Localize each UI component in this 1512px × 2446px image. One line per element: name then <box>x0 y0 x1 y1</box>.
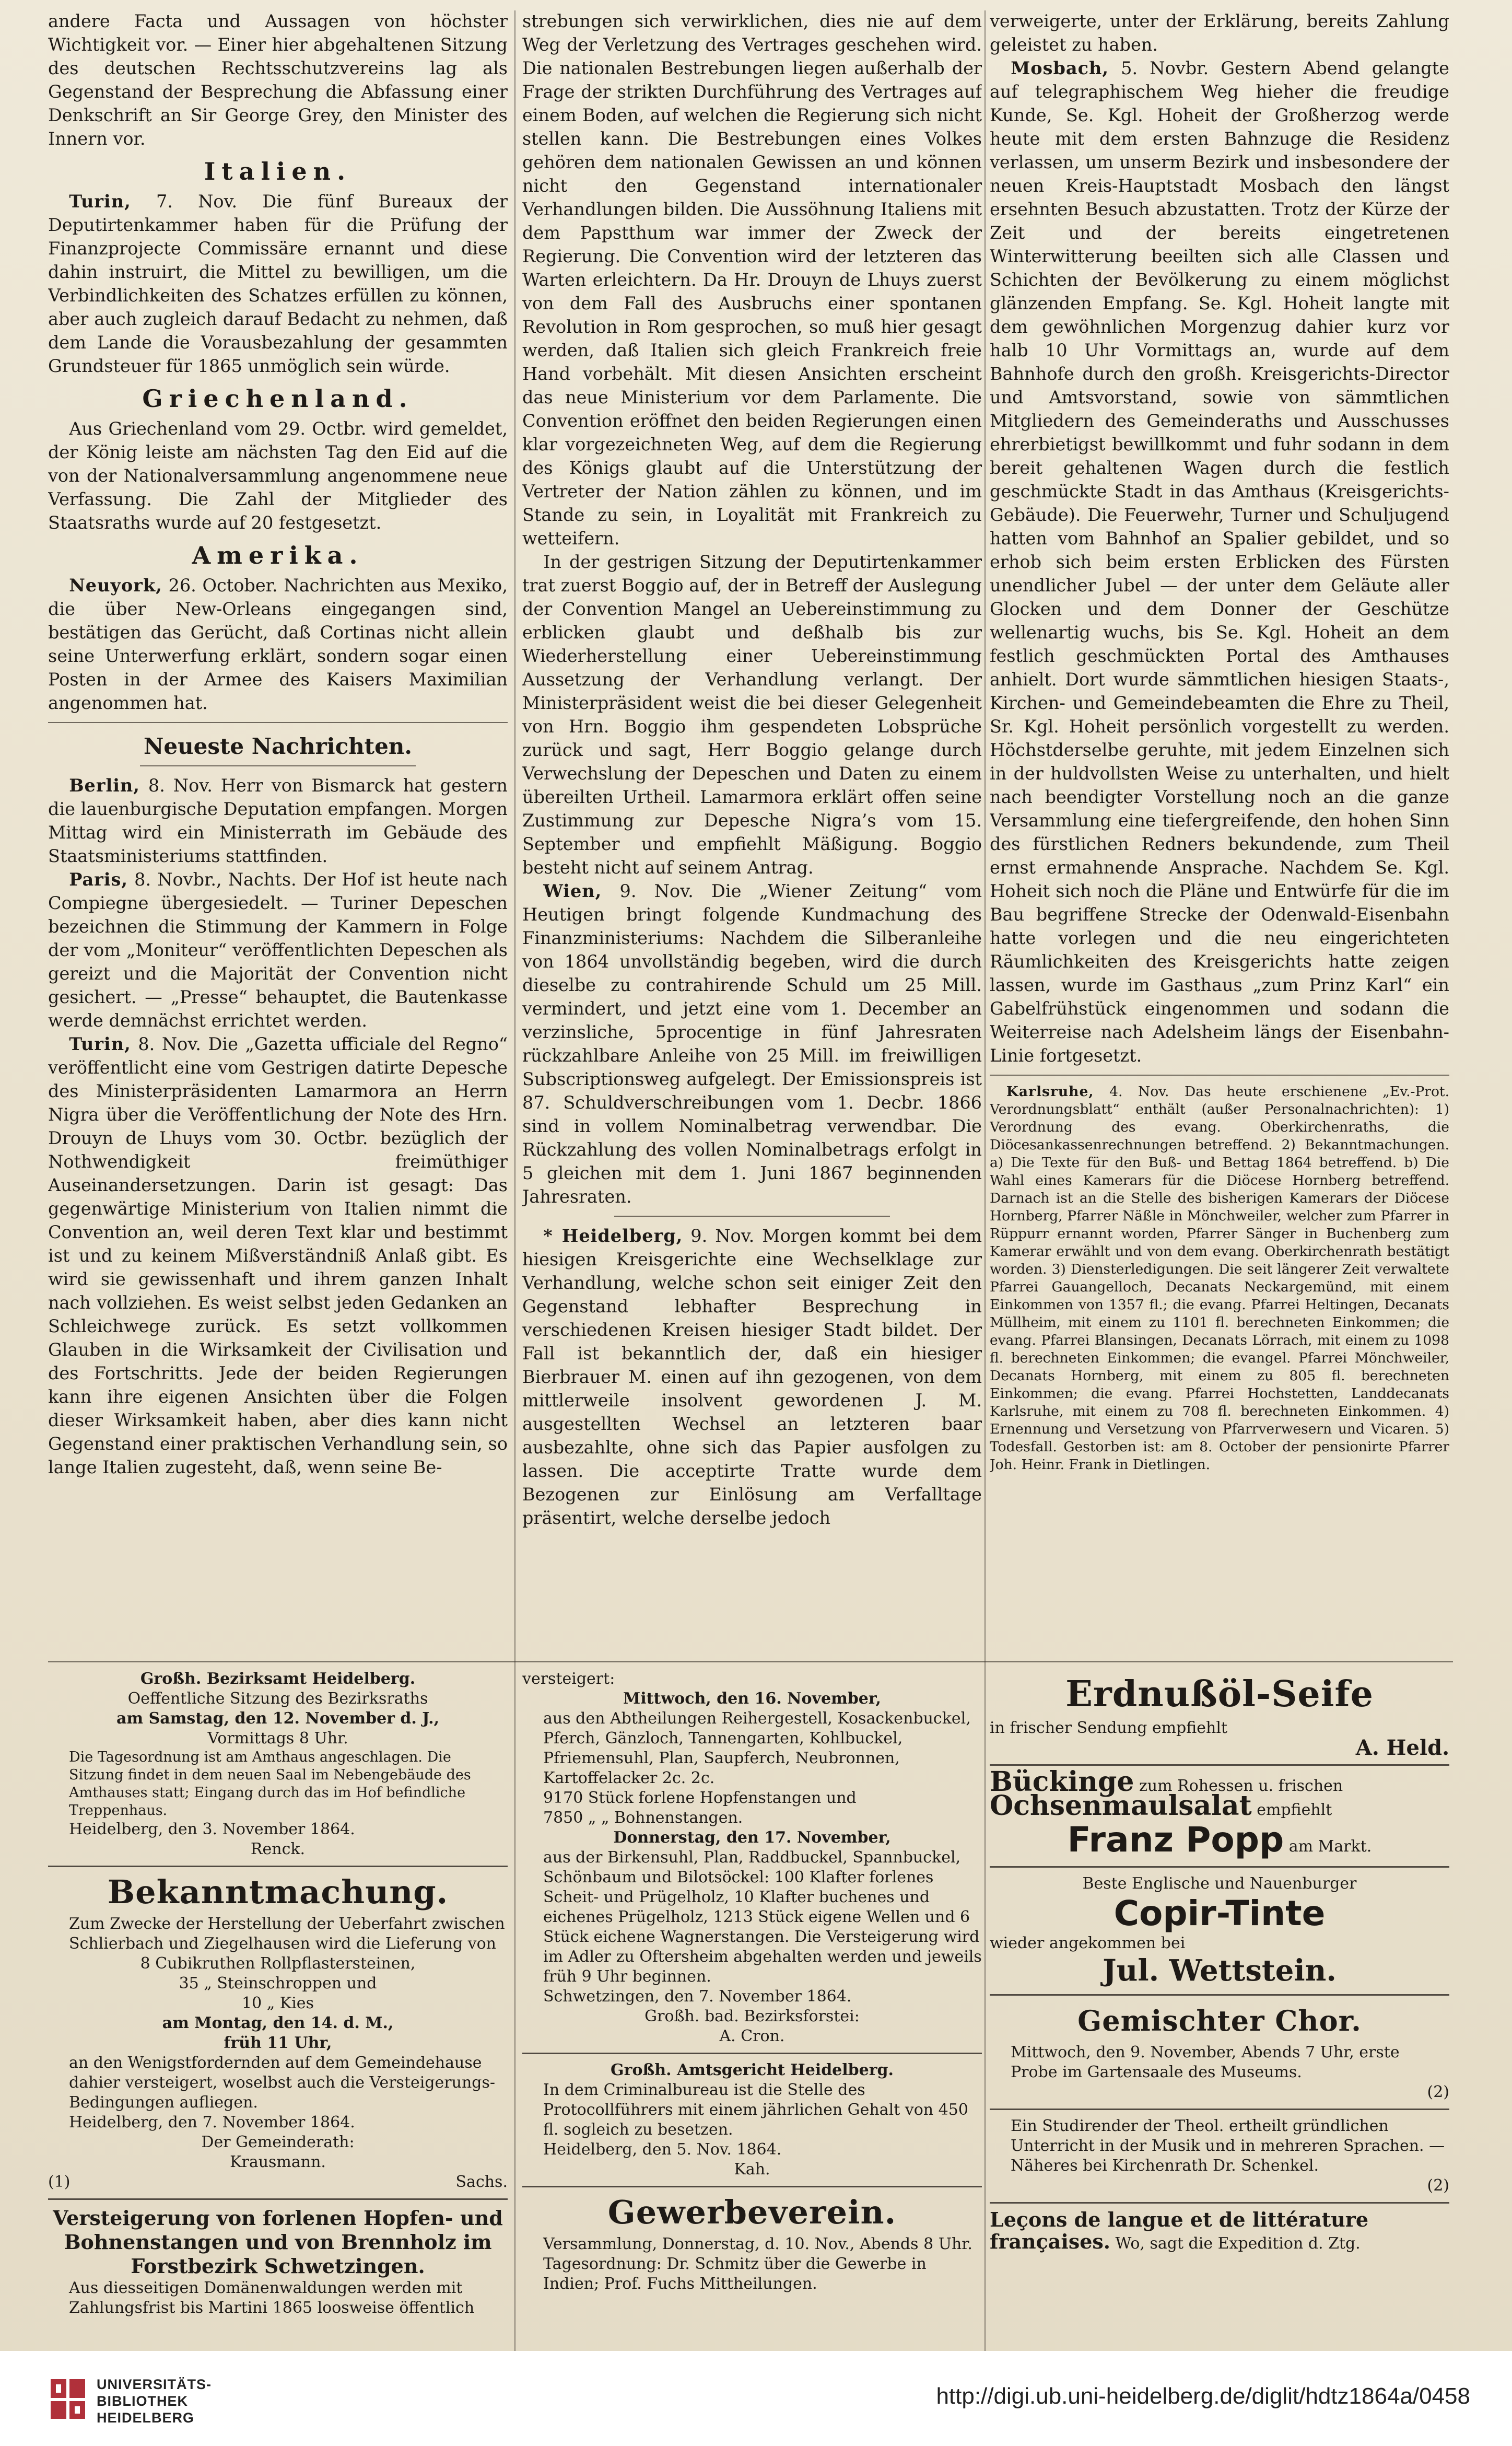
ad-signature: Franz Popp <box>1067 1820 1284 1860</box>
column-rule <box>514 10 515 2354</box>
dateline: Berlin, <box>69 775 140 796</box>
ad-signature: Kah. <box>734 2160 770 2179</box>
ad-number: (2) <box>1427 2083 1449 2101</box>
article-continuation: strebungen sich verwirklichen, dies nie auf dem Weg der Verletzung des Vertrages geschehen wird. Die nationalen Bestrebungen liegen außerhalb der Frage der strikten Durchführung des Vertrages auf einem Boden, auf welchen die Regierung sich nicht stellen kann. Die Bestrebungen eines Volkes gehören dem nationalen Gewissen an und können nicht den Gegenstand internationaler Verhandlungen bilden. Die Aussöhnung Italiens mit dem Papstthum war immer der Zweck der Regierung. Die Convention wird der letzteren das Warten erleichtern. Da Hr. Drouyn de Lhuys zuerst von dem Fall des Ausbruchs einer spontanen Revolution in Rom gesprochen, so muß hier gesagt werden, daß Italien sich gleich Frankreich freie Hand vorbehält. Mit diesen Ansichten erscheint das neue Ministerium vor dem Parlamente. Die Convention eröffnet den beiden Regierungen einen klar vorgezeichneten Weg, auf dem die Regierung des Königs glaubt auf die Unterstützung der Vertreter der Nation zählen zu können, und im Stande zu sein, in Loyalität mit Frankreich zu wetteifern. <box>522 11 982 549</box>
ad-line: 35 „ Steinschroppen und <box>179 1974 377 1993</box>
ad-keyword: Bückinge <box>990 1766 1134 1798</box>
column-2 <box>522 9 982 1663</box>
article-text: 26. October. Nachrichten aus Mexiko, die über New-Orleans eingegangen sind, bestätigen das Gerücht, daß Cortinas nicht allein seine Unterwerfung erklärt, sondern sogar einen Posten in der Armee des Kaisers Maximilian angenommen hat. <box>48 575 508 713</box>
ad-text: Versammlung, Donnerstag, d. 10. Nov., Abends 8 Uhr. Tagesordnung: Dr. Schmitz über die Gewerbe in Indien; Prof. Fuchs Mittheilungen. <box>543 2235 972 2293</box>
article-griechenland: Aus Griechenland vom 29. Octbr. wird gemeldet, der König leiste am nächsten Tag den Eid auf die von der Nationalversammlung angenommene neue Verfassung. Die Zahl der Mitglieder des Staatsraths wurde auf 20 festgesetzt. <box>48 418 508 533</box>
ad-line: 9170 Stück forlene Hopfenstangen und <box>543 1789 857 1807</box>
ad-divider <box>990 1994 1449 1996</box>
ad-date: Schwetzingen, den 7. November 1864. <box>543 1987 852 2006</box>
ad-text: Wo, sagt die Expedition d. Ztg. <box>1110 2234 1361 2253</box>
ad-number: (2) <box>1427 2176 1449 2195</box>
article-deputirtenkammer: In der gestrigen Sitzung der Deputirtenkammer trat zuerst Boggio auf, der in Betreff der Auslegung der Convention Mangel an Uebereinstimmung zu erblicken glaubt und deßhalb bis zur Wiederherstellung einer Uebereinstimmung Aussetzung der Verhandlung verlangt. Der Ministerpräsident weist die bei dieser Gelegenheit von Hrn. Boggio ihm gespendeten Lobsprüche zurück und sagt, Herr Boggio gelange durch Verwechslung der Depeschen und Daten zu einem übereilten Urtheil. Lamarmora erklärt offen seine Zustimmung zur Depesche Nigra’s vom 15. September und empfiehlt Mäßigung. Boggio besteht nicht auf seinem Antrag. <box>522 552 982 878</box>
divider <box>140 765 416 766</box>
article-heidelberg <box>522 1224 982 1530</box>
ad-line: früh 11 Uhr, <box>224 2034 332 2052</box>
ad-title: Großh. Amtsgericht Heidelberg. <box>611 2061 894 2079</box>
ads-column-3 <box>990 1669 1449 2340</box>
article-text: 8. Novbr., Nachts. Der Hof ist heute nach Compiegne übergesiedelt. — Turiner Depeschen bezeichnen die Stimmung der Kammern in Folge der vom „Moniteur“ veröffentlichten Depeschen als gereizt und die Majorität der Convention nicht gesichert. — „Presse“ behauptet, die Bautenkasse werde demnächst errichtet werden. <box>48 869 508 1031</box>
article-text: 5. Novbr. Gestern Abend gelangte auf telegraphischem Weg hieher die freudige Kunde, Se. Kgl. Hoheit der Großherzog werde heute mit dem ersten Bahnzuge die Residenz verlassen, um unserm Bezirk und insbesondere der neuen Kreis-Hauptstadt Mosbach den längst ersehnten Besuch abzustatten. Trotz der Kürze der Zeit und der bereits eingetretenen Winterwitterung beeilten sich alle Classen und Schichten der Bevölkerung zu einem möglichst glänzenden Empfang. Se. Kgl. Hoheit langte mit dem gewöhnlichen Morgenzug dahier kurz vor halb 10 Uhr Vormittags an, wurde auf dem Bahnhofe durch den großh. Kreisgerichts-Director und Amtsvorstand, sowie von sämmtlichen Mitgliedern des Gemeinderaths und Ausschusses ehrerbietigst bewillkommt und fuhr sodann in dem bereit gehaltenen Wagen durch die festlich geschmückte Stadt in das Amthaus (Kreisgerichts-Gebäude). Die Feuerwehr, Turner und Schuljugend hatten vom Bahnhof an Spalier gebildet, und so erhob sich beim ersten Erblicken des Fürsten unendlicher Jubel — der unter dem Geläute aller Glocken und dem Donner der Geschütze wellenartig wuchs, bis Se. Kgl. Hoheit an dem festlich geschmückten Portal des Amthauses anhielt. Dort wurde sämmtlichen hiesigen Staats-, Kirchen- und Gemeindebeamten die Ehre zu Theil, Sr. Kgl. Hoheit persönlich vorgestellt zu werden. Höchstderselbe geruhte, mit jedem Einzelnen sich in der huldvollsten Weise zu unterhalten, und hielt nach beendigter Vorstellung noch an die ganze Versammlung eine tiefergreifende, den hohen Sinn des fürstlichen Redners bekundende, zum Theil ernst ermahnende Ansprache. Nachdem Se. Kgl. Hoheit sich noch die Pläne und Entwürfe für die im Bau begriffene Strecke der Odenwald-Eisenbahn hatte vorlegen und die neu eingerichteten Räumlichkeiten des Kreisgerichts hatte zeigen lassen, wurde im Gasthaus „zum Prinz Karl“ ein Gabelfrühstück eingenommen und sodann die Weiterreise nach Adelsheim längs der Eisenbahn-Linie fortgesetzt. <box>990 58 1449 1066</box>
ad-footer <box>48 2172 508 2192</box>
ad-text: empfiehlt <box>1251 1801 1332 1819</box>
divider <box>990 1075 1449 1076</box>
ad-line <box>990 1790 1449 1822</box>
ad-line: Vormittags 8 Uhr. <box>207 1729 348 1748</box>
article-text: 9. Nov. Die „Wiener Zeitung“ vom Heutigen bringt folgende Kundmachung des Finanzministeriums: Nachdem die Silberanleihe von 1864 unvollständig begeben, wird die durch dieselbe zu contrahirende Schuld um 25 Mill. vermindert, und jetzt eine vom 1. December an verzinsliche, 5procentige in fünf Jahresraten rückzahlbare Anleihe von 25 Mill. im freiwilligen Subscriptionsweg aufgelegt. Der Emissionspreis ist 87. Schuldverschreibungen vom 1. Decbr. 1866 sind in vollem Nominalbetrag verwendbar. Die Rückzahlung des vollen Nominalbetrags erfolgt in 5 gleichen mit dem 1. Juni 1867 beginnenden Jahresraten. <box>522 881 982 1207</box>
ad-number: (1) <box>48 2173 71 2191</box>
article-turin-2 <box>48 1032 508 1479</box>
ad-text: am Markt. <box>1284 1837 1372 1856</box>
ad-date: Heidelberg, den 3. November 1864. <box>69 1820 355 1838</box>
section-heading-neueste: Neueste Nachrichten. <box>144 733 412 759</box>
ad-line: Oeffentliche Sitzung des Bezirksraths <box>127 1690 428 1708</box>
ad-title: Großh. Bezirksamt Heidelberg. <box>140 1670 416 1688</box>
article-text: 9. Nov. Morgen kommt bei dem hiesigen Kreisgerichte eine Wechselklage zur Verhandlung, welche schon seit einiger Zeit den Gegenstand lebhafter Besprechung in verschiedenen Kreisen hiesiger Stadt bildet. Der Fall ist bekanntlich der, daß ein hiesiger Bierbrauer M. einen auf ihn gezogenen, von dem mittlerweile insolvent gewordenen J. M. ausgestellten Wechsel an letzteren baar ausbezahlte, ohne sich das Papier ausfolgen zu lassen. Die acceptirte Tratte wurde dem Bezogenen zur Einlösung am Verfalltage präsentirt, welche derselbe jedoch <box>522 1226 982 1528</box>
ad-text: Aus diesseitigen Domänenwaldungen werden mit Zahlungsfrist bis Martini 1865 loosweise öffentlich <box>69 2279 475 2317</box>
dateline: Paris, <box>69 869 128 890</box>
ad-signature: A. Cron. <box>719 2027 785 2045</box>
ad-text: zum Rohessen u. frischen <box>1134 1777 1343 1795</box>
article-paris <box>48 868 508 1032</box>
column-3 <box>990 9 1449 1663</box>
ad-title-versteigerung: Versteigerung von forlenen Hopfen- und Bohnenstangen und von Brennholz im Forstbezirk Schwetzingen. <box>53 2206 503 2278</box>
article-text: 8. Nov. Herr von Bismarck hat gestern die lauenburgische Deputation empfangen. Morgen Mittag wird ein Ministerrath im Gebäude des Staatsministeriums stattfinden. <box>48 775 508 866</box>
divider <box>614 1216 890 1217</box>
ad-divider <box>990 2109 1449 2110</box>
article-text: 8. Nov. Die „Gazetta ufficiale del Regno“ veröffentlicht eine vom Gestrigen datirte Depesche des Ministerpräsidenten Lamarmora an Herrn Nigra über die Veröffentlichung der Note des Hrn. Drouyn de Lhuys vom 30. Octbr. bezüglich der Nothwendigkeit freimüthiger Auseinandersetzungen. Darin ist gesagt: Das gegenwärtige Ministerium von Italien nimmt die Convention an, weil deren Text klar und bestimmt ist und zu keinem Mißverständniß Anlaß gibt. Es wird sie gewissenhaft und ihrem ganzen Inhalt nach vollziehen. Es weist selbst jeden Gedanken an Schleichwege zurück. Es setzt vollkommen Glauben in die Wirksamkeit der Civilisation und des Fortschritts. Jede der beiden Regierungen kann ihre eigenen Ansichten über die Folgen dieser Wirksamkeit haben, aber dies kann nicht Gegenstand einer praktischen Verhandlung sein, so lange Italien zugesteht, daß, wenn seine Be- <box>48 1034 508 1477</box>
dateline: Turin, <box>69 1034 131 1054</box>
ad-text: In dem Criminalbureau ist die Stelle des Protocollführers mit einem jährlichen Gehalt von 450 fl. sogleich zu besetzen. <box>543 2081 968 2139</box>
article-neuyork <box>48 574 508 715</box>
ad-title-seife: Erdnußöl-Seife <box>1065 1673 1374 1715</box>
ad-line: Mittwoch, den 16. November, <box>623 1690 881 1708</box>
ad-title-lecons: Leçons de langue et de littérature françaises. <box>990 2208 1369 2253</box>
ad-text: Zum Zwecke der Herstellung der Ueberfahrt zwischen Schlierbach und Ziegelhausen wird die Lieferung von <box>69 1915 505 1953</box>
section-heading-griechenland: Griechenland. <box>142 385 414 413</box>
column-rule <box>984 10 986 2354</box>
article-wien <box>522 879 982 1208</box>
dateline: Turin, <box>69 191 131 212</box>
ad-divider <box>48 1866 508 1867</box>
ad-signature: Krausmann. <box>230 2153 326 2171</box>
dateline: * Heidelberg, <box>543 1226 683 1246</box>
ad-divider <box>522 2186 982 2187</box>
ad-keyword: Ochsenmaulsalat <box>990 1790 1252 1822</box>
ad-text: aus der Birkensuhl, Plan, Raddbuckel, Spannbuckel, Schönbaum und Bilotsöckel: 100 Klafter forlenes Scheit- und Prügelholz, 10 Klafter buchenes und eichenes Prügelholz, 1213 Stück eigene Wellen und 6 Stück eichene Wagnerstangen. Die Versteigerung wird im Adler zu Oftersheim abgehalten werden und jeweils früh 9 Uhr beginnen. <box>543 1848 982 1986</box>
ad-signature: A. Held. <box>1355 1736 1449 1760</box>
article-berlin <box>48 774 508 868</box>
article-continuation: verweigerte, unter der Erklärung, bereits Zahlung geleistet zu haben. <box>990 11 1449 55</box>
ad-line: am Samstag, den 12. November d. J., <box>116 1709 440 1728</box>
ad-line: am Montag, den 14. d. M., <box>162 2014 394 2032</box>
ad-line: wieder angekommen bei <box>990 1934 1186 1952</box>
ad-title-gewerbeverein: Gewerbeverein. <box>607 2193 897 2231</box>
article-mosbach <box>990 56 1449 1067</box>
logo-line: BIBLIOTHEK <box>97 2393 188 2409</box>
ad-text: Mittwoch, den 9. November, Abends 7 Uhr, erste Probe im Gartensaale des Museums. <box>1011 2043 1400 2081</box>
ad-divider <box>990 2202 1449 2204</box>
ad-date: Heidelberg, den 5. Nov. 1864. <box>543 2140 782 2159</box>
ad-line: 10 „ Kies <box>242 1994 314 2012</box>
ad-title-bekanntmachung: Bekanntmachung. <box>107 1873 449 1911</box>
ad-lecons <box>990 2210 1449 2254</box>
dateline: Karlsruhe, <box>1006 1084 1094 1100</box>
ad-line: versteigert: <box>522 1670 615 1688</box>
article-turin <box>48 190 508 378</box>
column-1 <box>48 9 508 1663</box>
ad-signature: Renck. <box>250 1840 306 1858</box>
ads-column-2 <box>522 1669 982 2340</box>
ad-line: 8 Cubikruthen Rollpflastersteinen, <box>140 1954 416 1973</box>
ad-line: 7850 „ „ Bohnenstangen. <box>543 1809 743 1827</box>
ad-text: Die Tagesordnung ist am Amthaus angeschlagen. Die Sitzung findet in dem neuen Saal im Nebengebäude des Amthauses statt; Eingang durch das im Hof befindliche Treppenhaus. <box>69 1749 471 1819</box>
ads-divider <box>48 1661 1453 1662</box>
dateline: Mosbach, <box>1011 58 1109 78</box>
ad-date: Heidelberg, den 7. November 1864. <box>69 2113 355 2131</box>
ad-divider <box>48 2198 508 2200</box>
ad-line: Großh. bad. Bezirksforstei: <box>644 2007 860 2025</box>
logo-line: HEIDELBERG <box>97 2410 195 2426</box>
source-url-link[interactable]: http://digi.ub.uni-heidelberg.de/diglit/hdtz1864a/0458 <box>936 2383 1470 2409</box>
ads-column-1 <box>48 1669 508 2340</box>
article-text: 4. Nov. Das heute erschienene „Ev.-Prot. Verordnungsblatt“ enthält (außer Personalnachrichten): 1) Verordnung des evang. Oberkirchenraths, die Diöcesankassenrechnungen betreffend. 2) Bekanntmachungen. a) Die Texte für den Buß- und Bettag 1864 betreffend. b) Die Wahl eines Kamerars für die Diöcese Hornberg betreffend. Darnach ist an die Stelle des bisherigen Kamerars der Diöcese Hornberg, Pfarrer Näßle in Mönchweiler, welcher zum Pfarrer in Rüppurr ernannt worden, Pfarrer Sänger in Buchenberg zum Kamerar erwählt und von dem evang. Oberkirchenrath bestätigt worden. 3) Diensterledigungen. Die seit längerer Zeit verwaltete Pfarrei Gauangelloch, Decanats Neckargemünd, mit einem Einkommen von 1357 fl.; die evang. Pfarrei Heltingen, Decanats Müllheim, mit einem zu 1101 fl. berechneten Einkommen; die evang. Pfarrei Blansingen, Decanats Lörrach, mit einem zu 1098 fl. berechneten Einkommen; die evangel. Pfarrei Mönchweiler, Decanats Hornberg, mit einem zu 805 fl. berechneten Einkommen; die evang. Pfarrei Hochstetten, Landdecanats Karlsruhe, mit einem zu 708 fl. berechneten Einkommen. 4) Ernennung und Versetzung von Pfarrverwesern und Vicaren. 5) Todesfall. Gestorben ist: am 8. October der pensionirte Pfarrer Joh. Heinr. Frank in Dietlingen. <box>990 1084 1449 1473</box>
article-text: 7. Nov. Die fünf Bureaux der Deputirtenkammer haben für die Prüfung der Finanzprojecte Commissäre ernannt und diese dahin instruirt, die Mittel zu bewilligen, um die Verbindlichkeiten des Schatzes erfüllen zu können, aber auch zugleich darauf Bedacht zu nehmen, daß dem Lande die Vorausbezahlung der gesammten Grundsteuer für 1865 unmöglich sein würde. <box>48 191 508 376</box>
ad-title-tinte: Copir-Tinte <box>1114 1893 1326 1933</box>
ad-text: an den Wenigstfordernden auf dem Gemeindehause dahier versteigert, woselbst auch die Versteigerungs-Bedingungen aufliegen. <box>69 2054 496 2112</box>
ad-divider <box>522 2053 982 2054</box>
ad-line: Beste Englische und Nauenburger <box>1082 1874 1357 1893</box>
library-logo-text <box>97 2376 212 2426</box>
ad-signature: Sachs. <box>455 2173 508 2191</box>
section-heading-amerika: Amerika. <box>192 541 364 569</box>
divider <box>48 722 508 723</box>
ad-divider <box>990 1866 1449 1868</box>
ad-text: aus den Abtheilungen Reihergestell, Kosackenbuckel, Pferch, Gänzloch, Tannengarten, Kohlbuckel, Pfriemensuhl, Plan, Saupferch, Neubronnen, Kartoffelacker 2c. 2c. <box>543 1709 971 1787</box>
ad-line: in frischer Sendung empfiehlt <box>990 1719 1227 1737</box>
viewer-footer <box>0 2351 1512 2446</box>
ad-divider <box>990 1764 1449 1766</box>
article-karlsruhe <box>990 1083 1449 1474</box>
ad-line: Donnerstag, den 17. November, <box>613 1828 891 1847</box>
ad-line <box>990 1820 1449 1860</box>
dateline: Neuyork, <box>69 575 162 596</box>
library-logo-icon <box>50 2378 86 2420</box>
section-heading-italien: Italien. <box>204 157 352 185</box>
ad-signature: Jul. Wettstein. <box>1103 1953 1337 1988</box>
ad-text: Ein Studirender der Theol. ertheilt gründlichen Unterricht in der Musik und in mehreren Sprachen. — Näheres bei Kirchenrath Dr. Schenkel. <box>1011 2117 1445 2175</box>
ad-line: Der Gemeinderath: <box>201 2133 355 2151</box>
article-continuation: andere Facta und Aussagen von höchster Wichtigkeit vor. — Einer hier abgehaltenen Sitzung des deutschen Rechtsschutzvereins lag als Gegenstand der Besprechung die Abfassung einer Denkschrift an Sir George Grey, den Minister des Innern vor. <box>48 11 508 149</box>
logo-line: UNIVERSITÄTS- <box>97 2377 212 2392</box>
ad-title-chor: Gemischter Chor. <box>1077 2004 1362 2037</box>
dateline: Wien, <box>543 881 602 901</box>
